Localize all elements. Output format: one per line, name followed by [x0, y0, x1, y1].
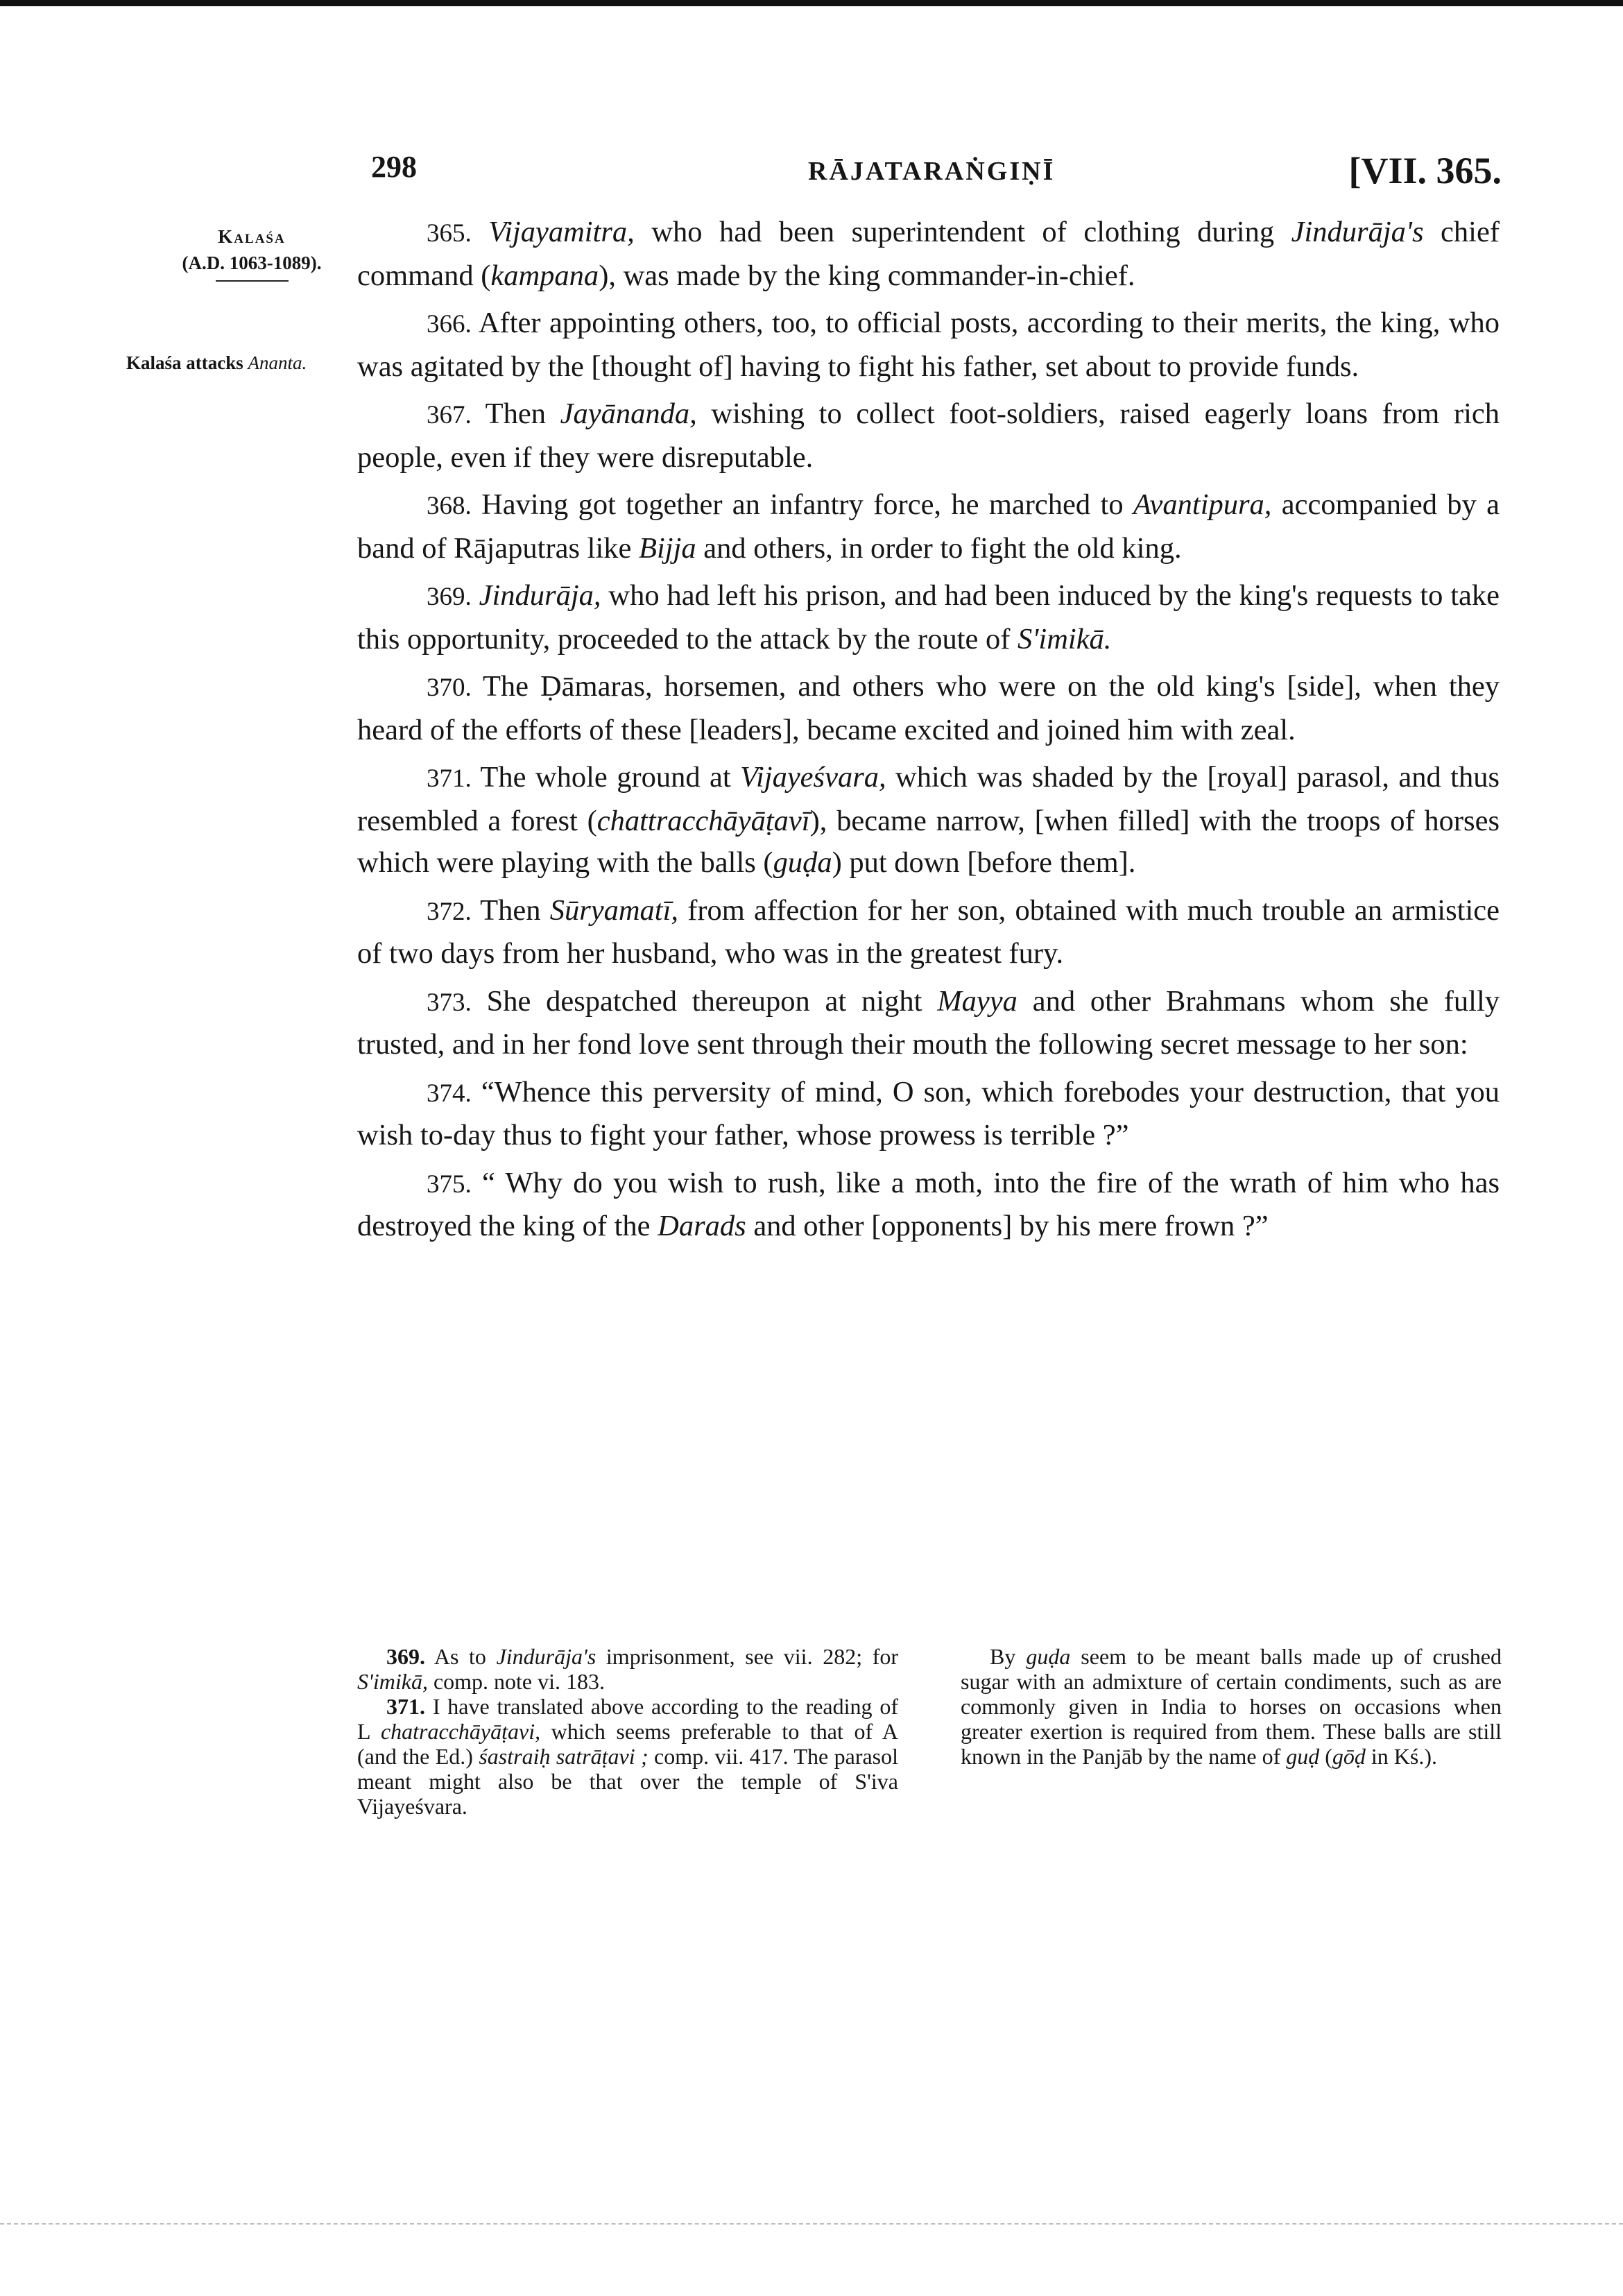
text-run: After appointing others, too, to official posts, according to their merits, the king, who was agitated by the [thought of] having to fight his father, set about to provide funds. [357, 307, 1500, 383]
text-run: seem to be meant balls made up of crushed sugar with an admixture of certain condiments, such as are commonly given in India to horses on occasions when greater exertion is required from them. These balls are still known in the Panjāb by the name of [961, 1644, 1502, 1769]
italic-term: S'imikā. [1017, 622, 1112, 656]
verse-paragraph-number: 373. [427, 988, 472, 1017]
footnote-paragraph-number: 369. [386, 1644, 425, 1669]
text-run: The Ḍāmaras, horsemen, and others who were on the old king's [side], when they heard of the efforts of these [leaders], became excited and joined him with zeal. [357, 670, 1500, 746]
italic-term: Vijayeśvara, [740, 761, 886, 794]
italic-term: Bijja [639, 531, 696, 565]
text-run: which seems preferable to that of A (and the Ed.) [357, 1719, 899, 1769]
footnote-paragraph [357, 1694, 898, 1819]
footnote-paragraph [961, 1644, 1502, 1769]
margin-king-dates: (A.D. 1063-1089). [182, 252, 322, 273]
italic-term: Sūryamatī, [549, 893, 679, 927]
top-border-rule [0, 0, 1623, 6]
verse-paragraph [357, 575, 1500, 660]
verse-paragraph-number: 375. [427, 1170, 472, 1199]
verse-paragraph [357, 302, 1500, 388]
italic-term: Darads [658, 1210, 746, 1242]
italic-term: kampana [490, 259, 599, 292]
verse-paragraph-number: 370. [427, 674, 472, 702]
verse-paragraph-number: 366. [427, 310, 472, 339]
italic-term: chatracchāyāṭavi, [380, 1719, 541, 1744]
text-run: imprisonment, see vii. 282; for [596, 1644, 899, 1669]
page-number: 298 [371, 150, 417, 184]
text-run: “ Why do you wish to rush, like a moth, into the fire of the wrath of him who has destroyed the king of the [357, 1166, 1500, 1242]
footnote-column-right [961, 1644, 1502, 1819]
italic-term: gōḍ [1332, 1744, 1366, 1769]
verse-paragraph [357, 212, 1500, 297]
margin-king-heading [158, 223, 345, 282]
verse-paragraph-number: 372. [427, 897, 472, 926]
italic-term: guḍ [1286, 1744, 1320, 1769]
italic-term: Vijayamitra, [488, 216, 635, 248]
text-run: Then [480, 893, 550, 927]
text-run: As to [433, 1644, 497, 1669]
text-run: ( [1319, 1744, 1332, 1769]
footnote-paragraph [357, 1644, 898, 1694]
running-title: RĀJATARAṄGIṆĪ [808, 157, 1056, 186]
margin-king-name: Kalaśa [218, 226, 286, 247]
italic-term: Avantipura, [1133, 488, 1272, 521]
text-run: and others, in order to fight the old king. [696, 531, 1182, 565]
verse-paragraph-number: 367. [427, 401, 472, 429]
text-run: which was shaded by the [royal] parasol, and thus resembled a forest ( [357, 761, 1500, 837]
margin-divider [216, 280, 289, 282]
italic-term: S'imikā, [357, 1669, 428, 1694]
text-run: “Whence this perversity of mind, O son, which forebodes your destruction, that you wish to-day thus to fight your father, whose prowess is terrible ?” [357, 1075, 1500, 1151]
scan-edge-line [0, 2223, 1623, 2225]
verse-paragraph [357, 1072, 1500, 1157]
italic-term: Mayya [937, 984, 1017, 1018]
verse-paragraph [357, 981, 1500, 1066]
text-run: who had been superintendent of clothing during [634, 216, 1291, 248]
margin-note-name: Ananta. [248, 352, 307, 373]
margin-note [126, 352, 307, 374]
italic-term: chattracchāyāṭavī [596, 804, 810, 837]
footnote-column-left [357, 1644, 898, 1819]
text-run: Having got together an infantry force, he marched to [481, 488, 1133, 521]
text-run: comp. vii. 417. The parasol meant might also be that over the temple of S'iva Vijayeśvara. [357, 1744, 899, 1819]
text-run: from affection for her son, obtained with much trouble an armistice of two days from her husband, who was in the greatest fury. [357, 893, 1500, 970]
italic-term: śastraiḥ satrāṭavi ; [479, 1744, 649, 1769]
text-run: She despatched thereupon at night [486, 984, 938, 1018]
italic-term: Jindurāja's [496, 1644, 596, 1669]
italic-term: Jindurāja's [1291, 216, 1424, 248]
italic-term: Jindurāja, [479, 579, 601, 612]
verse-paragraph [357, 666, 1500, 751]
text-run: accompanied by a band of Rājaputras like [357, 488, 1500, 565]
text-run: who had left his prison, and had been induced by the king's requests to take this opportunity, proceeded to the attack by the route of [357, 579, 1500, 656]
text-run: ), became narrow, [when filled] with the troops of horses which were playing with the balls ( [357, 804, 1500, 879]
text-run: By [990, 1644, 1027, 1669]
section-reference: [VII. 365. [1348, 150, 1502, 191]
margin-note-prefix: Kalaśa attacks [126, 352, 243, 373]
text-run: The whole ground at [480, 761, 741, 794]
text-run: comp. note vi. 183. [427, 1669, 606, 1694]
verse-paragraph [357, 890, 1500, 975]
italic-term: guḍa [1026, 1644, 1071, 1669]
verse-paragraph [357, 484, 1500, 569]
text-run: and other Brahmans whom she fully trusted, and in her fond love sent through their mouth the following secret message to her son: [357, 984, 1500, 1061]
text-run: and other [opponents] by his mere frown ?” [746, 1210, 1269, 1242]
verse-paragraph-number: 368. [427, 492, 472, 520]
text-run: Then [485, 397, 560, 430]
footnote-paragraph-number: 371. [386, 1694, 425, 1719]
verse-paragraph-number: 374. [427, 1079, 472, 1108]
italic-term: guḍa [773, 846, 832, 879]
text-run: ), was made by the king commander-in-chief. [599, 259, 1135, 292]
text-run: ) put down [before them]. [832, 846, 1136, 879]
verse-paragraph-number: 371. [427, 764, 472, 793]
italic-term: Jayānanda, [560, 397, 697, 430]
text-run: chief command ( [357, 216, 1500, 292]
text-run: I have translated above according to the reading of L [357, 1694, 899, 1744]
text-run: wishing to collect foot-soldiers, raised eagerly loans from rich people, even if they were disreputable. [357, 397, 1500, 474]
verse-text-body [357, 212, 1500, 1253]
verse-paragraph [357, 393, 1500, 479]
verse-paragraph-number: 365. [427, 219, 472, 248]
verse-paragraph [357, 757, 1500, 884]
verse-paragraph [357, 1163, 1500, 1248]
verse-paragraph-number: 369. [427, 583, 472, 611]
footnotes [357, 1644, 1502, 1819]
text-run: in Kś.). [1365, 1744, 1437, 1769]
